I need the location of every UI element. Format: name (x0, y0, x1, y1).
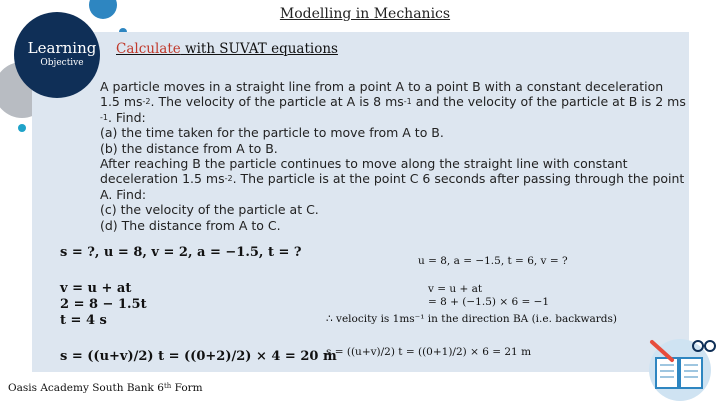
left-equation-3: t = 4 s (60, 313, 107, 328)
left-given-values: s = ?, u = 8, v = 2, a = −1.5, t = ? (60, 245, 302, 260)
problem-line: A particle moves in a straight line from a point A to a point B with a constant deceleration (100, 79, 664, 94)
objective-text (116, 41, 338, 57)
problem-line: deceleration 1.5 $ms^{-2}$. The particle is at the point C 6 seconds after passing through the point (100, 171, 685, 187)
book-page-right (680, 358, 702, 388)
right-equation-3: ∴ velocity is 1ms⁻¹ in the direction BA (i.e. backwards) (326, 313, 617, 325)
left-equation-2: 2 = 8 − 1.5t (60, 297, 147, 312)
problem-line: (d) The distance from A to C. (100, 217, 281, 233)
left-equation-4: s = ((u+v)/2) t = ((0+2)/2) × 4 = 20 m (60, 349, 337, 364)
problem-line: $^{-1}$. Find: (100, 109, 146, 125)
objective-rest: with SUVAT equations (180, 41, 338, 57)
problem-line: A. Find: (100, 186, 147, 202)
badge-title: Learning (27, 39, 97, 57)
right-equation-4: s = ((u+v)/2) t = ((0+1)/2) × 6 = 21 m (326, 346, 532, 358)
right-given-values: u = 8, a = −1.5, t = 6, v = ? (418, 255, 568, 267)
book-illustration (632, 330, 718, 402)
objective-highlight: Calculate (116, 41, 181, 57)
problem-statement (100, 79, 690, 233)
problem-line: 1.5 $ms^{-2}$. The velocity of the particle at A is 8 $ms^{-1}$ and the velocity of the particle at B is 2 ms (100, 94, 686, 110)
problem-line: (c) the velocity of the particle at C. (100, 202, 319, 218)
badge-subtitle: Objective (40, 58, 84, 68)
page-title: Modelling in Mechanics (279, 6, 451, 22)
problem-line: (a) the time taken for the particle to move from A to B. (100, 125, 444, 141)
left-equation-1: v = u + at (60, 281, 132, 296)
deco-circle-cyan (18, 124, 26, 132)
right-equation-1: v = u + at (428, 283, 483, 295)
book-page-left (656, 358, 678, 388)
problem-line: After reaching B the particle continues to move along the straight line with constant (100, 156, 628, 172)
right-equation-2: = 8 + (−1.5) × 6 = −1 (428, 296, 550, 308)
footer-school: Oasis Academy South Bank 6th Form (8, 382, 203, 394)
problem-line: (b) the distance from A to B. (100, 140, 278, 156)
